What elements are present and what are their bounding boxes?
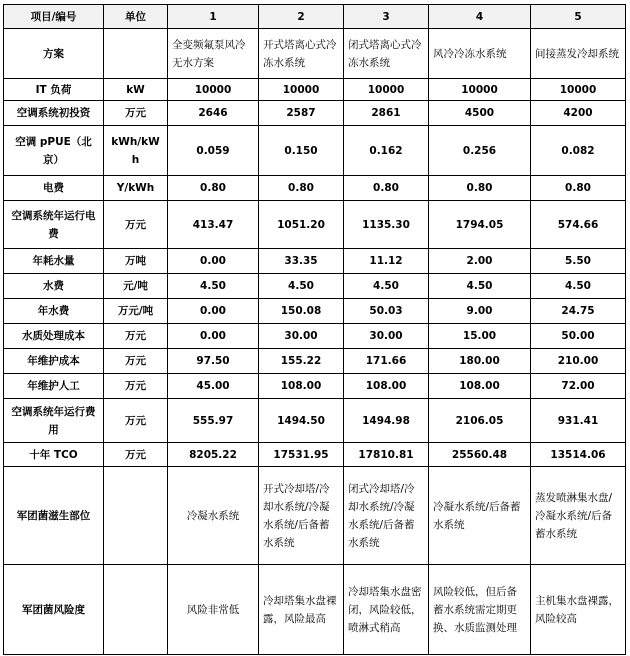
value-cell-2: 1051.20 bbox=[259, 201, 344, 249]
value-cell-5: 24.75 bbox=[531, 299, 626, 324]
value-cell-3: 2861 bbox=[344, 101, 429, 126]
value-cell-3: 10000 bbox=[344, 79, 429, 101]
row-unit: 万元 bbox=[104, 443, 168, 467]
table-row bbox=[4, 399, 626, 443]
comparison-table bbox=[3, 4, 626, 655]
value-cell-1: 45.00 bbox=[168, 374, 259, 399]
value-cell-1: 413.47 bbox=[168, 201, 259, 249]
value-cell-5: 931.41 bbox=[531, 399, 626, 443]
row-label: 方案 bbox=[4, 29, 104, 79]
value-cell-4: 180.00 bbox=[429, 349, 531, 374]
value-cell-4: 0.256 bbox=[429, 126, 531, 176]
value-cell-4: 1794.05 bbox=[429, 201, 531, 249]
value-cell-3: 1494.98 bbox=[344, 399, 429, 443]
table-row bbox=[4, 101, 626, 126]
row-label: IT 负荷 bbox=[4, 79, 104, 101]
value-cell-5: 0.082 bbox=[531, 126, 626, 176]
header-cell-3: 3 bbox=[344, 5, 429, 29]
value-cell-1: 冷凝水系统 bbox=[168, 467, 259, 565]
value-cell-2: 10000 bbox=[259, 79, 344, 101]
value-cell-1: 2646 bbox=[168, 101, 259, 126]
row-unit: 元/吨 bbox=[104, 274, 168, 299]
value-cell-2: 30.00 bbox=[259, 324, 344, 349]
row-unit: 万元 bbox=[104, 201, 168, 249]
header-cell-1: 1 bbox=[168, 5, 259, 29]
value-cell-4: 15.00 bbox=[429, 324, 531, 349]
table-row bbox=[4, 565, 626, 655]
value-cell-4: 25560.48 bbox=[429, 443, 531, 467]
value-cell-1: 97.50 bbox=[168, 349, 259, 374]
table-row bbox=[4, 249, 626, 274]
table-row bbox=[4, 29, 626, 79]
table-row bbox=[4, 374, 626, 399]
value-cell-1: 555.97 bbox=[168, 399, 259, 443]
row-unit: 万元 bbox=[104, 101, 168, 126]
row-unit: 万元 bbox=[104, 374, 168, 399]
header-cell-item: 项目/编号 bbox=[4, 5, 104, 29]
value-cell-2: 17531.95 bbox=[259, 443, 344, 467]
value-cell-4: 10000 bbox=[429, 79, 531, 101]
value-cell-3: 50.03 bbox=[344, 299, 429, 324]
table-row bbox=[4, 201, 626, 249]
value-cell-4: 2106.05 bbox=[429, 399, 531, 443]
value-cell-3: 冷却塔集水盘密闭，风险较低，喷淋式稍高 bbox=[344, 565, 429, 655]
row-label: 水费 bbox=[4, 274, 104, 299]
value-cell-5: 4200 bbox=[531, 101, 626, 126]
value-cell-4: 0.80 bbox=[429, 176, 531, 201]
value-cell-5: 72.00 bbox=[531, 374, 626, 399]
row-unit: 万吨 bbox=[104, 249, 168, 274]
row-unit: kW bbox=[104, 79, 168, 101]
value-cell-2: 155.22 bbox=[259, 349, 344, 374]
value-cell-5: 50.00 bbox=[531, 324, 626, 349]
value-cell-4: 风险较低，但后备蓄水系统需定期更换、水质监测处理 bbox=[429, 565, 531, 655]
value-cell-1: 0.00 bbox=[168, 324, 259, 349]
table-row bbox=[4, 467, 626, 565]
value-cell-1: 0.00 bbox=[168, 299, 259, 324]
value-cell-2: 冷却塔集水盘裸露，风险最高 bbox=[259, 565, 344, 655]
value-cell-5: 间接蒸发冷却系统 bbox=[531, 29, 626, 79]
value-cell-1: 全变频氟泵风冷无水方案 bbox=[168, 29, 259, 79]
value-cell-4: 4.50 bbox=[429, 274, 531, 299]
row-label: 空调系统初投资 bbox=[4, 101, 104, 126]
value-cell-5: 0.80 bbox=[531, 176, 626, 201]
row-label: 空调系统年运行电费 bbox=[4, 201, 104, 249]
row-label: 年维护成本 bbox=[4, 349, 104, 374]
value-cell-5: 13514.06 bbox=[531, 443, 626, 467]
value-cell-4: 风冷冷冻水系统 bbox=[429, 29, 531, 79]
row-unit: kWh/kWh bbox=[104, 126, 168, 176]
value-cell-1: 8205.22 bbox=[168, 443, 259, 467]
value-cell-4: 108.00 bbox=[429, 374, 531, 399]
value-cell-5: 主机集水盘裸露，风险较高 bbox=[531, 565, 626, 655]
value-cell-2: 33.35 bbox=[259, 249, 344, 274]
header-cell-4: 4 bbox=[429, 5, 531, 29]
value-cell-4: 2.00 bbox=[429, 249, 531, 274]
row-unit: 万元 bbox=[104, 324, 168, 349]
row-label: 水质处理成本 bbox=[4, 324, 104, 349]
header-cell-5: 5 bbox=[531, 5, 626, 29]
value-cell-3: 17810.81 bbox=[344, 443, 429, 467]
value-cell-2: 4.50 bbox=[259, 274, 344, 299]
row-unit: 万元/吨 bbox=[104, 299, 168, 324]
row-unit: 万元 bbox=[104, 399, 168, 443]
value-cell-5: 蒸发喷淋集水盘/冷凝水系统/后备蓄水系统 bbox=[531, 467, 626, 565]
row-label: 军团菌滋生部位 bbox=[4, 467, 104, 565]
row-unit bbox=[104, 565, 168, 655]
value-cell-3: 闭式冷却塔/冷却水系统/冷凝水系统/后备蓄水系统 bbox=[344, 467, 429, 565]
row-label: 电费 bbox=[4, 176, 104, 201]
value-cell-4: 冷凝水系统/后备蓄水系统 bbox=[429, 467, 531, 565]
value-cell-4: 9.00 bbox=[429, 299, 531, 324]
row-unit bbox=[104, 29, 168, 79]
row-label: 年耗水量 bbox=[4, 249, 104, 274]
table-row bbox=[4, 324, 626, 349]
value-cell-5: 4.50 bbox=[531, 274, 626, 299]
value-cell-2: 0.80 bbox=[259, 176, 344, 201]
table-row bbox=[4, 126, 626, 176]
value-cell-1: 4.50 bbox=[168, 274, 259, 299]
value-cell-5: 10000 bbox=[531, 79, 626, 101]
value-cell-1: 0.059 bbox=[168, 126, 259, 176]
value-cell-3: 闭式塔离心式冷冻水系统 bbox=[344, 29, 429, 79]
table-row bbox=[4, 176, 626, 201]
value-cell-3: 0.162 bbox=[344, 126, 429, 176]
table-row bbox=[4, 274, 626, 299]
value-cell-2: 2587 bbox=[259, 101, 344, 126]
row-label: 军团菌风险度 bbox=[4, 565, 104, 655]
table-row bbox=[4, 443, 626, 467]
value-cell-5: 210.00 bbox=[531, 349, 626, 374]
header-cell-2: 2 bbox=[259, 5, 344, 29]
table-row bbox=[4, 349, 626, 374]
value-cell-1: 10000 bbox=[168, 79, 259, 101]
value-cell-2: 150.08 bbox=[259, 299, 344, 324]
value-cell-2: 1494.50 bbox=[259, 399, 344, 443]
row-label: 十年 TCO bbox=[4, 443, 104, 467]
row-label: 年水费 bbox=[4, 299, 104, 324]
value-cell-2: 开式冷却塔/冷却水系统/冷凝水系统/后备蓄水系统 bbox=[259, 467, 344, 565]
value-cell-1: 0.00 bbox=[168, 249, 259, 274]
value-cell-3: 108.00 bbox=[344, 374, 429, 399]
value-cell-3: 11.12 bbox=[344, 249, 429, 274]
header-row bbox=[4, 5, 626, 29]
value-cell-2: 108.00 bbox=[259, 374, 344, 399]
value-cell-5: 5.50 bbox=[531, 249, 626, 274]
value-cell-3: 4.50 bbox=[344, 274, 429, 299]
header-cell-unit: 单位 bbox=[104, 5, 168, 29]
table-row bbox=[4, 299, 626, 324]
value-cell-2: 开式塔离心式冷冻水系统 bbox=[259, 29, 344, 79]
value-cell-3: 171.66 bbox=[344, 349, 429, 374]
table-row bbox=[4, 79, 626, 101]
row-label: 年维护人工 bbox=[4, 374, 104, 399]
value-cell-3: 1135.30 bbox=[344, 201, 429, 249]
row-label: 空调系统年运行费用 bbox=[4, 399, 104, 443]
value-cell-5: 574.66 bbox=[531, 201, 626, 249]
value-cell-1: 风险非常低 bbox=[168, 565, 259, 655]
value-cell-4: 4500 bbox=[429, 101, 531, 126]
row-unit bbox=[104, 467, 168, 565]
row-unit: 万元 bbox=[104, 349, 168, 374]
value-cell-1: 0.80 bbox=[168, 176, 259, 201]
row-label: 空调 pPUE（北京） bbox=[4, 126, 104, 176]
value-cell-2: 0.150 bbox=[259, 126, 344, 176]
value-cell-3: 30.00 bbox=[344, 324, 429, 349]
row-unit: Y/kWh bbox=[104, 176, 168, 201]
value-cell-3: 0.80 bbox=[344, 176, 429, 201]
